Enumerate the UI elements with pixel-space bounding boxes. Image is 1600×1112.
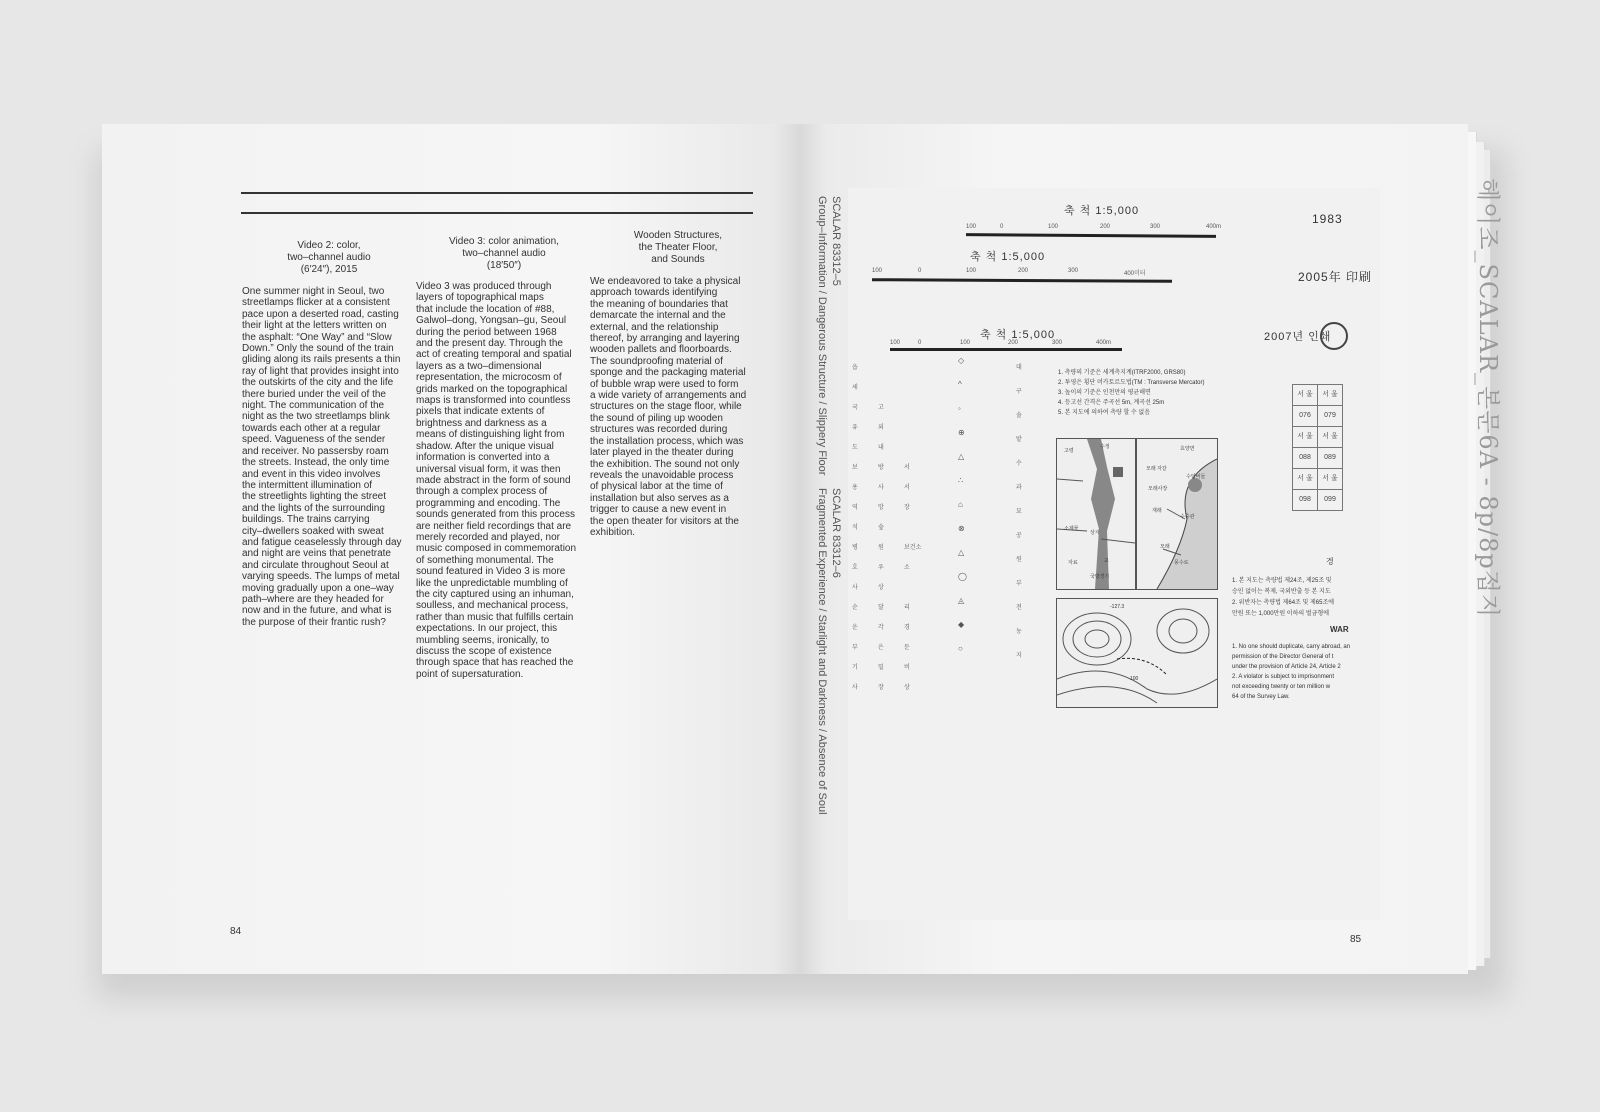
table-cell: 서 울 (1318, 427, 1343, 448)
column-3-title-line: the Theater Floor, (638, 242, 718, 253)
scale-tick-label: 300 (1052, 340, 1063, 346)
body-line: night as the two streetlamps blink (242, 411, 390, 423)
body-line: streetlamps flicker at a consistent (242, 297, 390, 309)
map-note-line: 2. 투영은 횡단 머카토르도법(TM : Transverse Mercator) (1058, 380, 1205, 386)
body-line: of bubble wrap were used to form (590, 378, 739, 390)
map-label: 교 (1104, 558, 1109, 564)
page-number-right: 85 (1350, 934, 1362, 945)
warning-en-line: not exceeding twenty or ten million w (1232, 684, 1331, 690)
scale-bar-3 (890, 348, 1122, 351)
scale-tick-label: 0 (918, 268, 922, 274)
body-line: the streets. Instead, the only time (242, 457, 390, 469)
column-2-body (416, 281, 588, 680)
body-line: Down.” Only the sound of the train (242, 343, 394, 355)
legend-entry: 밀 (878, 665, 884, 671)
body-line: ray of light that provides insight into (242, 365, 399, 377)
legend-entry: 달 (878, 605, 884, 611)
legend-entry: 소 (904, 565, 910, 571)
scale-tick-label: 200 (1008, 340, 1019, 346)
body-line: and receiver. No passersby roam (242, 445, 389, 457)
body-line: night. The communication of the (242, 400, 385, 412)
body-line: through a complex process of (416, 486, 548, 498)
map-note-line: 5. 본 지도에 의하여 측량 할 수 없음 (1058, 410, 1151, 416)
body-line: buildings. The trains carrying (242, 514, 370, 526)
table-cell: 089 (1318, 448, 1343, 469)
legend-symbol: ⊗ (958, 524, 965, 533)
scale-tick-label: 0 (1000, 224, 1004, 230)
legend-entry: 비 (904, 665, 910, 671)
body-line: the sound of piling up wooden (590, 412, 723, 424)
body-line: soulless, and mechanical process, (416, 600, 569, 612)
body-line: point of supersaturation. (416, 668, 524, 680)
scale-tick-label: 400미터 (1124, 271, 1146, 277)
legend-entry: 서 (904, 485, 910, 491)
column-3-title-line: and Sounds (651, 254, 705, 265)
map-label: 국방경기 (1090, 574, 1110, 580)
vertical-label-2: Group–Information / Dangerous Structure / Slippery Floor (816, 196, 828, 476)
map-label: 모래 자갈 (1146, 466, 1167, 472)
body-line: Galwol–dong, Yongsan–gu, Seoul (416, 315, 567, 327)
body-line: act of creating temporal and spatial (416, 349, 572, 361)
body-line: brightness and darkness as a (416, 417, 547, 429)
column-1-body (242, 286, 414, 628)
legend-entry: 장 (904, 505, 910, 511)
legend-entry: 보건소 (904, 545, 922, 551)
column-1-title-line: (6′24″), 2015 (300, 264, 358, 275)
legend-entry: 국 (852, 405, 858, 411)
body-line: later played in the theater during (590, 447, 734, 459)
legend-symbol: ⌂ (958, 500, 963, 509)
scale-tick-label: 200 (1018, 268, 1029, 274)
body-line: of physical labor at the time of (590, 481, 723, 493)
scale-tick-label: 100 (1048, 224, 1059, 230)
body-line: now and in the future, and what is (242, 605, 392, 617)
legend-entry: 상 (904, 685, 910, 691)
legend-entry: 둔 (904, 645, 910, 651)
legend-entry: 용 (852, 485, 858, 491)
scale-tick-label: 100 (966, 268, 977, 274)
map-note-line: 3. 높이의 기준은 인천만의 평균해면 (1058, 390, 1151, 396)
map-label: 상자 (1090, 530, 1100, 536)
table-cell: 079 (1318, 406, 1343, 427)
body-line: merely recorded and played, nor (416, 531, 560, 543)
body-line: universal visual form, it was then (416, 463, 561, 475)
body-line: reveals the unavoidable process (590, 469, 734, 481)
body-line: wooden pallets and floorboards. (590, 344, 732, 356)
map-note-line: 1. 측량의 기준은 세계측지계(ITRF2000, GRS80) (1058, 370, 1186, 376)
legend-entry: 읍 (852, 365, 858, 371)
body-line: We endeavored to take a physical (590, 276, 741, 287)
map-label: 수중관 (1180, 514, 1195, 520)
legend-entry: 호 (852, 565, 858, 571)
left-page (102, 124, 802, 974)
body-line: the installation process, which was (590, 435, 744, 447)
scale-tick-label: 200 (1100, 224, 1111, 230)
body-line: and night are veins that penetrate (242, 548, 391, 560)
legend-entry: 고 (878, 405, 884, 411)
body-line: that include the location of #88, (416, 303, 555, 315)
map-label: 모래 (1160, 544, 1170, 550)
body-line: external, and the relationship (590, 321, 719, 333)
map-label: 100 (1130, 676, 1139, 682)
body-line: the exhibition. The sound not only (590, 458, 740, 470)
column-2-title (414, 236, 594, 272)
year-1983: 1983 (1312, 212, 1343, 226)
column-3-title-line: Wooden Structures, (633, 230, 723, 241)
legend-entry: 기 (852, 665, 858, 671)
legend-symbol: ◯ (958, 572, 967, 581)
legend-symbol: ^ (958, 380, 962, 389)
legend-symbol: △ (958, 452, 965, 461)
column-2-title-line: two–channel audio (462, 248, 546, 259)
body-line: a wide variety of arrangements and (590, 390, 747, 402)
body-line: maps is transformed into countless (416, 395, 571, 407)
page-number-left: 84 (230, 926, 242, 937)
body-line: Video 3 was produced through (416, 281, 552, 292)
map-note-line: 4. 등고선 간격은 주곡선 5m, 계곡선 25m (1058, 400, 1165, 406)
legend-entry: 외 (878, 425, 884, 431)
legend-entry: 서 (904, 465, 910, 471)
body-line: representation, the microcosm of (416, 372, 562, 384)
legend-word: 공 (1016, 533, 1022, 539)
body-line: demarcate the internal and the (590, 310, 726, 322)
legend-entry: 세 (852, 385, 858, 391)
warning-ko-line: 1. 본 지도는 측량법 제24조, 제25조 및 (1232, 578, 1332, 584)
legend-entry: 병 (852, 545, 858, 551)
warning-en-line: 2. A violator is subject to imprisonment (1232, 674, 1335, 680)
body-line: exhibition. (590, 526, 636, 538)
legend-entry: 상 (878, 585, 884, 591)
column-2-title-line: Video 3: color animation, (449, 236, 559, 247)
warning-ko-title: 경 (1326, 557, 1334, 566)
legend-entry: 사 (852, 585, 858, 591)
legend-word: 부 (1016, 581, 1022, 587)
column-2-title-line: (18′50″) (486, 260, 522, 271)
legend-word: 밭 (1016, 437, 1022, 443)
scale-tick-label: 100 (872, 268, 883, 274)
map-inset-1 (1056, 438, 1136, 590)
body-line: of something monumental. The (416, 554, 554, 566)
legend-entry: 부 (852, 645, 858, 651)
scale-tick-label: 300 (1068, 268, 1079, 274)
legend-entry: 순 (852, 605, 858, 611)
map-label: 고령 (1064, 448, 1074, 454)
table-cell: 서 울 (1318, 469, 1343, 490)
body-line: like the unpredictable mumbling of (416, 577, 568, 589)
legend-entry: 도 (852, 445, 858, 451)
top-rule-1 (241, 192, 753, 194)
table-cell: 서 울 (1318, 385, 1343, 406)
column-1-title-line: two–channel audio (287, 252, 371, 263)
scale-tick-label: 100 (966, 224, 977, 230)
map-label: -127.3 (1110, 604, 1125, 610)
scale-title-2: 축 척 1:5,000 (970, 251, 1046, 263)
scale-tick-label: 0 (918, 340, 922, 346)
legend-symbol: ∴ (958, 476, 964, 485)
body-line: city–dwellers soaked with sweat (242, 525, 384, 537)
sheet-index-table (1292, 384, 1343, 511)
legend-entry: 보 (852, 465, 858, 471)
body-line: the open theater for visitors at the (590, 515, 739, 527)
legend-word: 농 (1016, 629, 1022, 635)
vertical-label-1: SCALAR 83312–5 (830, 196, 842, 286)
legend-symbol: ○ (958, 644, 963, 653)
body-line: shadow. After the unique visual (416, 440, 554, 452)
legend-symbol: ◇ (958, 356, 965, 365)
warning-en-line: permission of the Director General of t (1232, 654, 1334, 660)
body-line: One summer night in Seoul, two (242, 286, 385, 297)
legend-word: 구 (1016, 389, 1022, 395)
legend-entry: 내 (878, 445, 884, 451)
body-line: gliding along its rails presents a thin (242, 354, 401, 366)
table-cell: 098 (1293, 490, 1318, 511)
body-line: rather than music that fulfills certain (416, 611, 574, 623)
map-label: 수양버들 (1186, 474, 1206, 480)
body-line: made abstract in the form of sound (416, 474, 571, 486)
legend-word: 원 (1016, 557, 1022, 563)
body-line: their light at the letters written on (242, 320, 387, 332)
body-line: the city captured using an inhuman, (416, 588, 574, 600)
body-line: approach towards identifying (590, 287, 718, 299)
legend-entry: 우 (878, 565, 884, 571)
column-1-title-line: Video 2: color, (297, 240, 361, 251)
legend-entry: 리 (904, 605, 910, 611)
body-line: the outskirts of the city and the life (242, 377, 394, 389)
scale-tick-label: 100 (890, 340, 901, 346)
legend-entry: 사 (852, 685, 858, 691)
top-rule-2 (241, 212, 753, 214)
body-line: expectations. In our project, this (416, 623, 558, 635)
legend-entry: 각 (878, 625, 884, 631)
contour-map-inset (1056, 598, 1218, 708)
legend-entry: 사 (878, 485, 884, 491)
body-line: path–where are they headed for (242, 593, 384, 605)
map-inset-2 (1136, 438, 1218, 590)
scale-tick-label: 400m (1206, 224, 1222, 230)
legend-symbol: ◆ (958, 620, 965, 629)
legend-entry: 경 (904, 625, 910, 631)
body-line: means of distinguishing light from (416, 429, 565, 441)
body-line: structures on the stage floor, while (590, 401, 742, 413)
body-line: and fatigue ceaselessly through day (242, 536, 402, 548)
legend-entry: 운 (852, 625, 858, 631)
legend-entry: 석 (852, 525, 858, 531)
column-3-title (598, 230, 758, 266)
warning-en-title: WAR (1330, 625, 1349, 634)
map-label: 수정 (1100, 444, 1110, 450)
body-line: speed. Vagueness of the sender (242, 434, 386, 446)
body-line: sounds generated from this process (416, 509, 575, 521)
legend-word: 묘 (1016, 509, 1022, 515)
table-row (1293, 469, 1343, 490)
spine-title: 헤이조_SCALAR_본문6A - 8p/8p접지 (1474, 178, 1502, 619)
scale-tick-label: 300 (1150, 224, 1161, 230)
legend-entry: 망 (878, 505, 884, 511)
map-label: 몽수로 (1174, 560, 1189, 566)
body-line: and the present day. Through the (416, 338, 563, 350)
body-line: sound featured in Video 3 is more (416, 566, 566, 578)
column-3-body (590, 276, 762, 538)
table-cell: 076 (1293, 406, 1318, 427)
map-label: 소제물 (1064, 526, 1079, 532)
body-line: trigger to cause a new event in (590, 504, 727, 516)
legend-word: 전 (1016, 605, 1022, 611)
body-line: music composed in commemoration (416, 543, 577, 555)
table-row (1293, 406, 1343, 427)
body-line: layers as a two–dimensional (416, 360, 542, 372)
legend-entry: 유 (852, 425, 858, 431)
body-line: during the period between 1968 (416, 326, 557, 338)
column-1-title (244, 240, 414, 276)
legend-entry: 장 (878, 685, 884, 691)
legend-word: 지 (1016, 653, 1022, 659)
body-line: the asphalt: “One Way” and “Slow (242, 331, 392, 343)
map-label: 자료 (1068, 560, 1078, 566)
contour-lines (1057, 599, 1217, 707)
body-line: information is converted into a (416, 452, 550, 464)
legend-entry: 은 (878, 645, 884, 651)
warning-en-line: 64 of the Survey Law. (1232, 694, 1290, 700)
legend-symbol: △ (958, 548, 965, 557)
scale-title-3: 축 척 1:5,000 (980, 329, 1056, 341)
body-line: the streetlights lighting the street (242, 491, 386, 503)
body-line: pace upon a deserted road, casting (242, 308, 399, 320)
legend-entry: 방 (878, 465, 884, 471)
body-line: pixels that indicate extents of (416, 406, 545, 418)
body-line: layers of topographical maps (416, 292, 544, 304)
legend-word: 솔 (1016, 413, 1022, 419)
warning-ko-line: 승인 없이는 복제, 국외반출 등 본 지도 (1232, 589, 1331, 595)
body-line: towards each other at a regular (242, 422, 381, 434)
table-cell: 서 울 (1293, 469, 1318, 490)
body-line: the meaning of boundaries that (590, 298, 728, 310)
warning-ko-line: 2. 위반자는 측량법 제64조 및 제65조에 (1232, 600, 1335, 606)
body-line: are neither field recordings that are (416, 520, 572, 532)
legend-word: 과 (1016, 485, 1022, 491)
vertical-label-3: SCALAR 83312–6 (830, 488, 842, 578)
body-line: programming and encoding. The (416, 497, 561, 509)
scale-title-1: 축 척 1:5,000 (1064, 205, 1140, 217)
table-cell: 서 울 (1293, 427, 1318, 448)
body-line: there buried under the veil of the (242, 388, 386, 400)
table-cell: 서 울 (1293, 385, 1318, 406)
scale-tick-label: 400m (1096, 340, 1112, 346)
body-line: moving gradually upon a one–way (242, 582, 394, 594)
warning-ko-line: 만원 또는 1,000만원 이하의 벌금형에 (1232, 611, 1330, 617)
legend-word: 수 (1016, 461, 1022, 467)
body-line: the purpose of their frantic rush? (242, 616, 386, 628)
table-cell: 088 (1293, 448, 1318, 469)
body-line: installation but also serves as a (590, 492, 729, 504)
vertical-label-4: Fragmented Experience / Starlight and Darkness / Absence of Soul (816, 488, 828, 815)
table-row (1293, 385, 1343, 406)
warning-en-line: under the provision of Article 24, Article 2 (1232, 664, 1341, 670)
print-2005: 2005年 印刷 (1298, 270, 1373, 284)
body-line: and the lights of the surrounding (242, 502, 385, 514)
body-line: the intermittent illumination of (242, 479, 373, 491)
print-2007: 2007년 인쇄 (1264, 331, 1332, 343)
legend-symbol: ◦ (958, 404, 961, 413)
map-label: 재래 (1152, 508, 1162, 514)
table-row (1293, 427, 1343, 448)
body-line: grids marked on the topographical (416, 383, 568, 395)
legend-symbol: ◬ (958, 596, 965, 605)
legend-entry: 숲 (878, 525, 884, 531)
body-line: and event in this video involves (242, 468, 381, 480)
body-line: thereof, by arranging and layering (590, 333, 740, 345)
warning-en-line: 1. No one should duplicate, carry abroad, an (1232, 644, 1351, 650)
map-label: 효양면 (1180, 446, 1195, 452)
body-line: sponge and the packaging material (590, 367, 746, 379)
body-line: discuss the scope of existence (416, 646, 552, 657)
legend-entry: 원 (878, 545, 884, 551)
stamp-seal (1320, 322, 1348, 350)
legend-entry: 역 (852, 505, 858, 511)
legend-symbol: ⊕ (958, 428, 965, 437)
body-line: varying speeds. The lumps of metal (242, 571, 400, 583)
body-line: through space that has reached the (416, 657, 574, 669)
body-line: The soundproofing material of (590, 355, 723, 367)
table-cell: 099 (1318, 490, 1343, 511)
table-row (1293, 448, 1343, 469)
map-label: 모래사장 (1148, 486, 1168, 492)
body-line: structures was recorded during (590, 424, 728, 436)
body-line: and circulate throughout Seoul at (242, 559, 389, 571)
table-row (1293, 490, 1343, 511)
scale-tick-label: 100 (960, 340, 971, 346)
legend-word: 대 (1016, 365, 1022, 371)
body-line: mumbling seems, ironically, to (416, 634, 550, 646)
